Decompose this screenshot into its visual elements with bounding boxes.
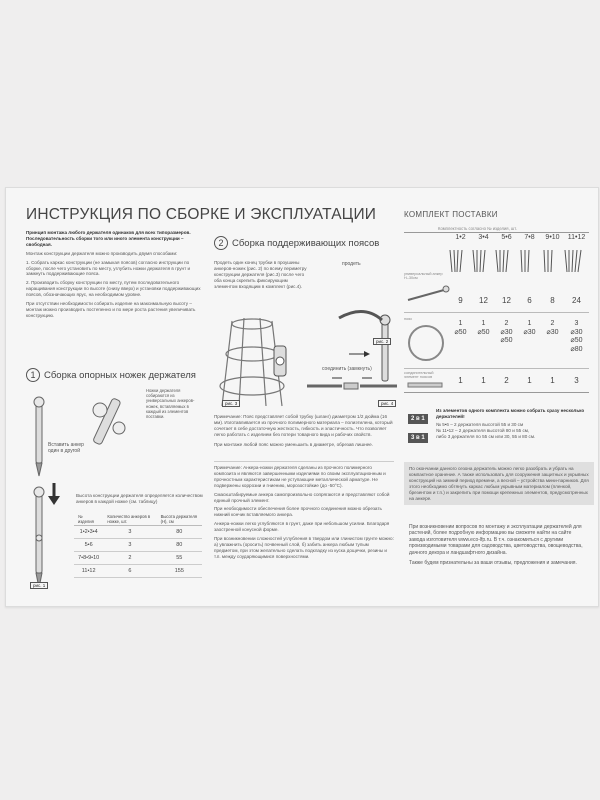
kit-value: 2 ⌀30 bbox=[546, 320, 559, 336]
figure-3-label: рис. 3 bbox=[222, 400, 240, 407]
table-cell: 55 bbox=[157, 552, 202, 565]
kit-row-anchors bbox=[449, 296, 589, 305]
sets-line-1: № 5•6 – 2 держателя высотой 55 и 30 см bbox=[436, 422, 524, 427]
intro-principle: Принцип монтажа любого держателя одинаков для всех типоразмеров. Последовательность сборки того или иного элемента конструкции – свободная. bbox=[26, 230, 191, 247]
table-row bbox=[74, 552, 202, 565]
insert-anchor-label: Вставить анкер один в другой bbox=[48, 442, 84, 454]
table-cell: 5•6 bbox=[74, 539, 103, 552]
kit-column-label: 3•4 bbox=[478, 234, 489, 241]
kit-value: 1 ⌀30 bbox=[523, 320, 536, 336]
sets-line-3: либо 3 держателя по 55 см или 30, 55 и 80 см. bbox=[436, 433, 536, 439]
section-1-title: Сборка опорных ножек держателя bbox=[44, 369, 196, 381]
divider bbox=[404, 232, 589, 233]
section-1-heading bbox=[26, 368, 196, 382]
belt-ring-icon bbox=[406, 323, 448, 365]
section-2-heading bbox=[214, 236, 379, 250]
anchor-note-1: Примечание: Анкера-ножки держателя сделаны из прочного полимерного композита и являются завершенными изделиями по своим эксплуатационным и прочностным характеристикам не уступающие металлической арматуре. Не подвержены коррозии и гниению, морозостойкие (до -50°С). bbox=[214, 465, 386, 488]
table-cell: 80 bbox=[157, 539, 202, 552]
kit-value: 1 bbox=[458, 376, 463, 385]
step-number-1: 1 bbox=[26, 368, 40, 382]
belt-remark-2: При монтаже любой пояс можно уменьшить в диаметре, обрезав лишнее. bbox=[214, 441, 374, 447]
connect-label: соединить (замкнуть) bbox=[322, 366, 372, 372]
table-cell: 155 bbox=[157, 565, 202, 578]
kit-value: 1 bbox=[527, 376, 532, 385]
sets-line-2: № 11•12 – 2 держателя высотой 80 и 55 см, bbox=[436, 427, 530, 433]
table-cell: 3 bbox=[103, 539, 156, 552]
table-cell: 6 bbox=[103, 565, 156, 578]
belt-remark-text: Примечание: Пояс представляет собой трубку (шланг) диаметром 1/2 дюйма (16 мм). Изготавливается из прочного полимерного материала – полиэтилена, который сочетает в себе достаточную жесткость, гибкость и эластичность. Что позволяет легко работать с изделием без потери товарного вида и рабочих свойств. bbox=[214, 414, 393, 437]
anchor-icon bbox=[406, 284, 451, 306]
tag-3-in-1: 3 в 1 bbox=[408, 433, 428, 443]
kit-value: 24 bbox=[572, 296, 581, 305]
feedback-text: Также будем признательны за ваши отзывы, предложения и замечания. bbox=[409, 560, 577, 567]
table-row bbox=[74, 526, 202, 539]
kit-title: КОМПЛЕКТ ПОСТАВКИ bbox=[404, 210, 498, 219]
connector-illustration bbox=[302, 372, 402, 402]
season-text: По окончании данного сезона держатель можно легко разобрать и убрать на компактное хранение. А также использовать для сооружения защитных и укрывных конструкций на зимний период времени, а весной – устройства мини-парников. Для этого необходимо обтянуть каркас любым укрывным материалом (пленкой, брезентом и т.п.) и закрепить при помощи крепежных элементов, предусмотренных на анкере. bbox=[409, 466, 589, 501]
section-2-text: Продеть один конец трубки в проушины анкеров-ножек (рис. 2) по всему периметру конструкции держателя (рис.3) после чего оба конца скрепить фиксирующим элементом входящим в комплект (рис.4). bbox=[214, 260, 307, 289]
page-title: ИНСТРУКЦИЯ ПО СБОРКЕ И ЭКСПЛУАТАЦИИ bbox=[26, 206, 377, 223]
anchor-note-2: Смаскштабируемые анкера самопроизвольно сопрягаются и представляют собой единый прочный элемент. bbox=[214, 491, 390, 503]
figure-2-label: рис. 2 bbox=[373, 338, 391, 345]
height-note: Высота конструкции держателя определяется количеством анкеров в каждой ножке (см. таблицу) bbox=[76, 493, 203, 504]
figure-1-label: рис. 1 bbox=[30, 582, 48, 589]
instruction-sheet bbox=[5, 187, 599, 607]
height-table-header: Высота держателя (Н), см bbox=[157, 513, 202, 526]
sets-header: Из элементов одного комплекта можно собрать сразу несколько держателей! bbox=[436, 408, 585, 419]
table-cell: 1•2•3•4 bbox=[74, 526, 103, 539]
kit-value: 9 bbox=[458, 296, 463, 305]
intro-method-2: 2. Производить сборку конструкции по месту, путем последовательного наращивания конструкции по высоте (снизу вверх) и установки поддерживающих поясов, обозначающих ярус, на необходимом уровне. bbox=[26, 280, 201, 298]
kit-value: 2 bbox=[504, 376, 509, 385]
kit-column-label: 1•2 bbox=[455, 234, 466, 241]
connector-icon bbox=[406, 380, 446, 390]
height-table-header: Количество анкеров в ножке, шт. bbox=[103, 513, 156, 526]
kit-row-label: пояс bbox=[404, 317, 413, 321]
kit-row-connectors bbox=[449, 376, 589, 385]
table-cell: 11•12 bbox=[74, 565, 103, 578]
belt-remark bbox=[214, 414, 394, 448]
table-cell: 2 bbox=[103, 552, 156, 565]
kit-column-label: 7•8 bbox=[524, 234, 535, 241]
step-number-2: 2 bbox=[214, 236, 228, 250]
height-table-header: № изделия bbox=[74, 513, 103, 526]
height-table bbox=[74, 513, 202, 578]
kit-column-label: 5•6 bbox=[501, 234, 512, 241]
table-cell: 80 bbox=[157, 526, 202, 539]
kit-value: 12 bbox=[479, 296, 488, 305]
table-row bbox=[74, 539, 202, 552]
kit-row-belts bbox=[449, 320, 589, 354]
kit-value: 1 ⌀50 bbox=[454, 320, 467, 336]
intro-methods: Монтаж конструкции держателя можно производить двумя способами: bbox=[26, 250, 178, 256]
table-cell: 3 bbox=[103, 526, 156, 539]
anchor-note-3: При необходимости обеспечения более прочного соединения можно обрезать нижний кончик вставляемого анкера. bbox=[214, 506, 382, 518]
intro-block bbox=[26, 230, 206, 319]
table-row bbox=[74, 565, 202, 578]
kit-columns bbox=[449, 234, 589, 241]
kit-value: 8 bbox=[550, 296, 555, 305]
anchor-note-5: При возникновении сложностей углубления в твердом или глинистом грунте можно: а) увлажнить (оросить) почвенный слой, б) забить анкера любым тупым предметом, при этом желательно сделать подкладку из куска дощечки, резины и т.п. между соударяющимися поверхностями. bbox=[214, 536, 394, 559]
contact-block bbox=[409, 524, 587, 566]
kit-value: 3 ⌀30 ⌀50 ⌀80 bbox=[570, 320, 583, 353]
kit-value: 1 bbox=[550, 376, 555, 385]
divider bbox=[404, 312, 589, 313]
thread-label: продеть bbox=[342, 261, 361, 267]
intro-note: При отсутствии необходимости собирать изделие на максимальную высоту – монтаж можно производить постепенно и по мере роста растения увеличивать конструкцию. bbox=[26, 301, 196, 318]
kit-row-label: соединительный элемент поясов bbox=[404, 371, 434, 379]
contact-text: При возникновении вопросов по монтажу и эксплуатации держателей для растений, более подробную информацию вы сможете найти на сайте завода изготовителя www.eco-lfp.ru. В т.ч. ознакомиться с другими производимыми товарами для садоводства, цветоводства, овощеводства, дачного декора и ландшафтного дизайна. bbox=[409, 524, 583, 556]
kit-header: Комплектность согласно № изделия, шт. bbox=[438, 226, 517, 231]
sets-lines bbox=[436, 422, 586, 440]
kit-value: 1 ⌀50 bbox=[477, 320, 490, 336]
anchor-notes bbox=[214, 465, 394, 560]
kit-value: 12 bbox=[502, 296, 511, 305]
kit-row-label: универсальный анкер H–30см bbox=[404, 272, 443, 280]
season-box bbox=[404, 462, 594, 505]
section-2-title: Сборка поддерживающих поясов bbox=[232, 237, 380, 249]
tag-2-in-1: 2 в 1 bbox=[408, 414, 428, 424]
anchor-callout: Ножки держателя собираются из универсальных анкеров-ножек, вставляемых в каждый из элементов поставки. bbox=[146, 388, 195, 420]
figure-4-label: рис. 4 bbox=[378, 400, 396, 407]
divider bbox=[404, 392, 589, 393]
kit-column-label: 11•12 bbox=[567, 234, 586, 241]
anchor-bundles bbox=[446, 246, 591, 274]
table-cell: 7•8•9•10 bbox=[74, 552, 103, 565]
anchor-note-4: Анкера-ножки легко углубляются в грунт, даже при небольшом усилии. Благодаря заостренной конусной форме. bbox=[214, 521, 390, 533]
kit-value: 3 bbox=[574, 376, 579, 385]
divider bbox=[214, 461, 394, 462]
intro-method-1: 1. Собрать каркас конструкции (не замыкая поясов) согласно инструкции по сборке, после чего установить по месту, углубить ножки держателя в грунт и замкнуть поддерживающие пояса. bbox=[26, 259, 191, 277]
kit-column-label: 9•10 bbox=[545, 234, 560, 241]
kit-value: 1 bbox=[481, 376, 486, 385]
kit-value: 6 bbox=[527, 296, 532, 305]
kit-value: 2 ⌀30 ⌀50 bbox=[500, 320, 513, 344]
divider bbox=[404, 368, 589, 369]
